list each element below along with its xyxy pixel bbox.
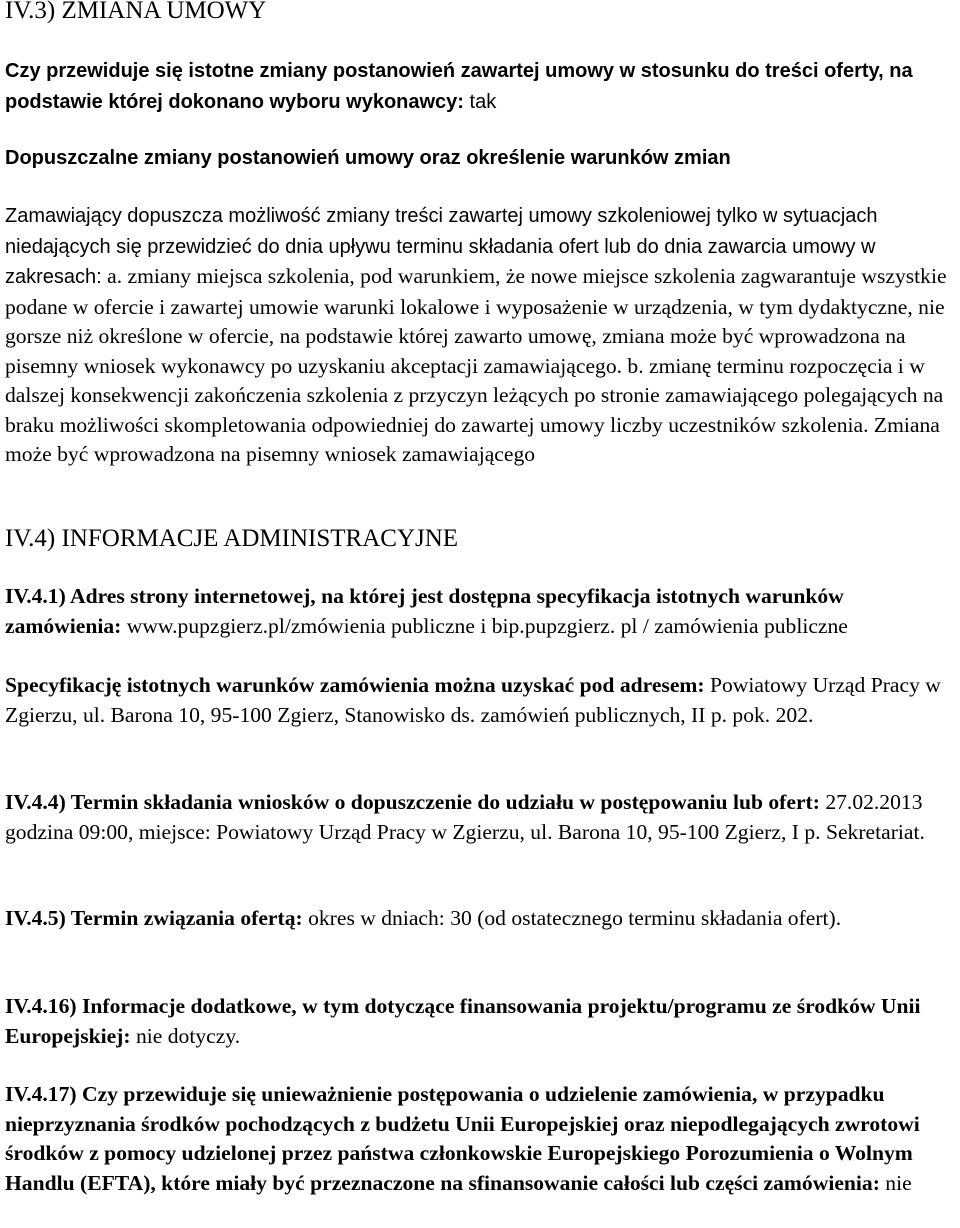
question-istotne-zmiany-label: Czy przewiduje się istotne zmiany postanowień zawartej umowy w stosunku do treści oferty, na podstawie której dokonano wyboru wykonawcy: (5, 60, 913, 113)
item-adres-strony-value: www.pupzgierz.pl/zmówienia publiczne i bip.pupzgierz. pl / zamówienia publiczne (121, 613, 848, 638)
zmiany-description-intro: Zamawiający dopuszcza możliwość zmiany treści zawartej umowy szkoleniowej tylko w sytuacjach niedających się przewidzieć do dnia upływu terminu składania ofert lub do dnia zawarcia umowy w zakresach: (5, 205, 878, 288)
question-istotne-zmiany-value: tak (463, 90, 497, 113)
item-termin-zwiazania (5, 904, 956, 934)
item-informacje-dodatkowe-value: nie dotyczy. (130, 1023, 241, 1048)
item-termin-skladania-value: 27.02.2013 godzina 09:00, miejsce: Powiatowy Urząd Pracy w Zgierzu, ul. Barona 10, 95-100 Zgierz, I p. Sekretariat. (5, 790, 925, 844)
section-title-zmiana-umowy: IV.3) ZMIANA UMOWY (5, 0, 267, 24)
question-dopuszczalne-zmiany (5, 143, 956, 174)
item-specyfikacja-adres-value: Powiatowy Urząd Pracy w Zgierzu, ul. Barona 10, 95-100 Zgierz, Stanowisko ds. zamówień publicznych, II p. pok. 202. (5, 673, 941, 727)
section-title-informacje-administracyjne: IV.4) INFORMACJE ADMINISTRACYJNE (5, 525, 459, 552)
question-dopuszczalne-zmiany-label: Dopuszczalne zmiany postanowień umowy oraz określenie warunków zmian (5, 147, 731, 169)
item-termin-skladania-label: IV.4.4) Termin składania wniosków o dopuszczenie do udziału w postępowaniu lub ofert: (5, 790, 820, 814)
zmiany-description (5, 201, 956, 470)
item-specyfikacja-adres-label: Specyfikację istotnych warunków zamówienia można uzyskać pod adresem: (5, 673, 705, 697)
item-uniewaznienie (5, 1080, 956, 1198)
item-adres-strony-label: IV.4.1) Adres strony internetowej, na której jest dostępna specyfikacja istotnych warunków zamówienia: (5, 584, 844, 638)
item-adres-strony (5, 582, 956, 641)
item-informacje-dodatkowe (5, 992, 956, 1051)
item-termin-skladania (5, 788, 956, 847)
item-informacje-dodatkowe-label: IV.4.16) Informacje dodatkowe, w tym dotyczące finansowania projektu/programu ze środków Unii Europejskiej: (5, 994, 921, 1048)
question-istotne-zmiany (5, 56, 956, 117)
item-termin-zwiazania-label: IV.4.5) Termin związania ofertą: (5, 906, 303, 930)
zmiany-description-body: a. zmiany miejsca szkolenia, pod warunkiem, że nowe miejsce szkolenia zagwarantuje wszystkie podane w ofercie i zawartej umowie warunki lokalowe i wyposażenie w urządzenia, w tym dydaktyczne, nie gorsze niż określone w ofercie, na podstawie której zawarto umowę, zmiana może być wprowadzona na pisemny wniosek wykonawcy po uzyskaniu akceptacji zamawiającego. b. zmianę terminu rozpoczęcia i w dalszej konsekwencji zakończenia szkolenia z przyczyn leżących po stronie zamawiającego polegających na braku możliwości skompletowania odpowiedniej do zawartej umowy liczby uczestników szkolenia. Zmiana może być wprowadzona na pisemny wniosek zamawiającego (5, 264, 947, 466)
item-uniewaznienie-label: IV.4.17) Czy przewiduje się unieważnienie postępowania o udzielenie zamówienia, w przypadku nieprzyznania środków pochodzących z budżetu Unii Europejskiej oraz niepodlegających zwrotowi środków z pomocy udzielonej przez państwa członkowskie Europejskiego Porozumienia o Wolnym Handlu (EFTA), które miały być przeznaczone na sfinansowanie całości lub części zamówienia: (5, 1082, 920, 1195)
item-specyfikacja-adres (5, 671, 956, 730)
item-termin-zwiazania-value: okres w dniach: 30 (od ostatecznego terminu składania ofert). (302, 906, 842, 930)
item-uniewaznienie-value: nie (879, 1170, 912, 1195)
